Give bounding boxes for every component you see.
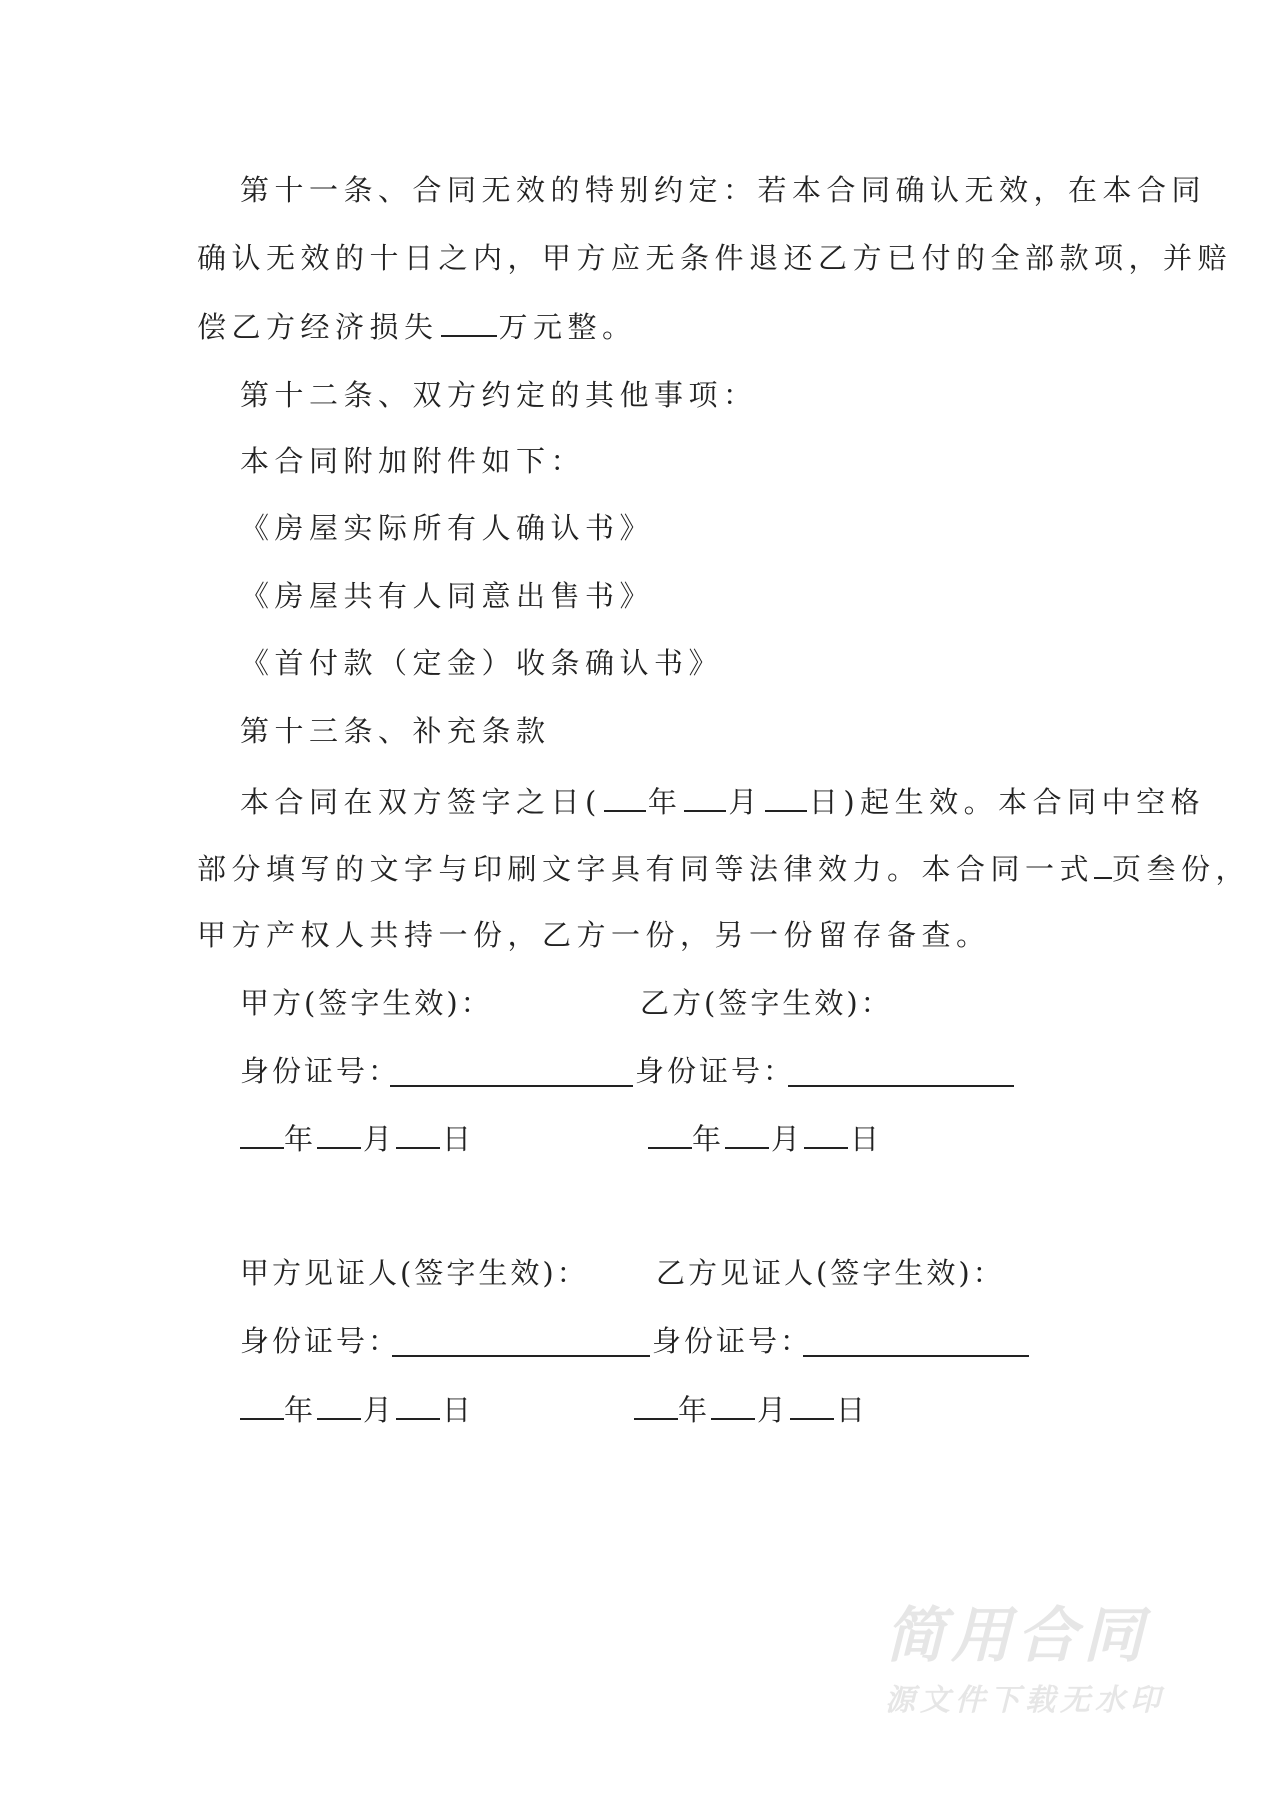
year-label: 年 [647,785,683,819]
party-b-id-field[interactable] [788,1055,1014,1087]
article11-line3 [197,305,637,347]
day-label: 日 [850,1122,882,1156]
witness-b-month-blank[interactable] [711,1388,755,1420]
witness-a-signature-label: 甲方见证人(签字生效)： [240,1256,589,1290]
month-label: 月 [363,1122,395,1156]
day-label: 日 [442,1122,474,1156]
witness-b-id-field[interactable] [803,1325,1029,1357]
witness-a-month-blank[interactable] [317,1388,361,1420]
month-label: 月 [728,785,763,819]
year-label: 年 [284,1393,316,1427]
party-a-month-blank[interactable] [317,1117,361,1149]
article11-line3-suffix: 万元整。 [498,310,637,344]
party-b-day-blank[interactable] [804,1117,848,1149]
party-b-month-blank[interactable] [725,1117,769,1149]
article13-line1 [240,780,1205,822]
party-a-date [240,1117,473,1159]
witness-a-id-field[interactable] [392,1325,650,1357]
attachment-item: 《房屋实际所有人确认书》 [240,511,655,545]
witness-a-date [240,1388,473,1430]
party-a-year-blank[interactable] [240,1117,284,1149]
witness-b-id-label: 身份证号： [652,1324,813,1358]
party-a-signature-label: 甲方(签字生效)： [240,986,493,1020]
month-label: 月 [771,1122,803,1156]
attachment-item: 《首付款（定金）收条确认书》 [240,646,724,680]
year-label: 年 [284,1122,316,1156]
effective-date-suffix: 日)起生效。本合同中空格 [808,785,1206,819]
year-label: 年 [678,1393,710,1427]
page-count-blank[interactable] [1094,847,1112,879]
month-label: 月 [363,1393,395,1427]
compensation-amount-blank[interactable] [441,305,497,337]
witness-a-id-label: 身份证号： [240,1324,401,1358]
witness-b-date [634,1388,867,1430]
party-b-signature-label: 乙方(签字生效)： [640,986,893,1020]
party-b-year-blank[interactable] [648,1117,692,1149]
article12-title: 第十二条、双方约定的其他事项： [240,378,758,412]
witness-a-year-blank[interactable] [240,1388,284,1420]
attachment-item: 《房屋共有人同意出售书》 [240,579,655,613]
party-b-id-label: 身份证号： [635,1054,796,1088]
effective-date-prefix: 本合同在双方签字之日( [240,785,602,819]
effective-day-blank[interactable] [765,780,807,812]
effective-year-blank[interactable] [604,780,646,812]
party-b-date [648,1117,881,1159]
article13-line2-suffix: 页叁份， [1112,852,1251,886]
article13-line3: 甲方产权人共持一份，乙方一份，另一份留存备查。 [197,918,991,952]
year-label: 年 [692,1122,724,1156]
party-a-id-label: 身份证号： [240,1054,401,1088]
attachments-intro: 本合同附加附件如下： [240,444,586,478]
day-label: 日 [442,1393,474,1427]
month-label: 月 [757,1393,789,1427]
witness-b-day-blank[interactable] [790,1388,834,1420]
day-label: 日 [836,1393,868,1427]
article13-title: 第十三条、补充条款 [240,714,551,748]
article11-line3-text: 偿乙方经济损失 [197,310,439,344]
article13-line2 [197,847,1250,889]
witness-b-year-blank[interactable] [634,1388,678,1420]
watermark-title: 简用合同 [885,1601,1149,1671]
witness-a-day-blank[interactable] [396,1388,440,1420]
party-a-id-field[interactable] [390,1055,633,1087]
party-a-day-blank[interactable] [396,1117,440,1149]
article11-line2: 确认无效的十日之内，甲方应无条件退还乙方已付的全部款项，并赔 [197,241,1233,275]
effective-month-blank[interactable] [684,780,726,812]
witness-b-signature-label: 乙方见证人(签字生效)： [656,1256,1005,1290]
watermark-subtitle: 源文件下载无水印 [885,1683,1165,1718]
article11-line1: 第十一条、合同无效的特别约定：若本合同确认无效，在本合同 [240,173,1207,207]
article13-line2-text: 部分填写的文字与印刷文字具有同等法律效力。本合同一式 [197,852,1095,886]
